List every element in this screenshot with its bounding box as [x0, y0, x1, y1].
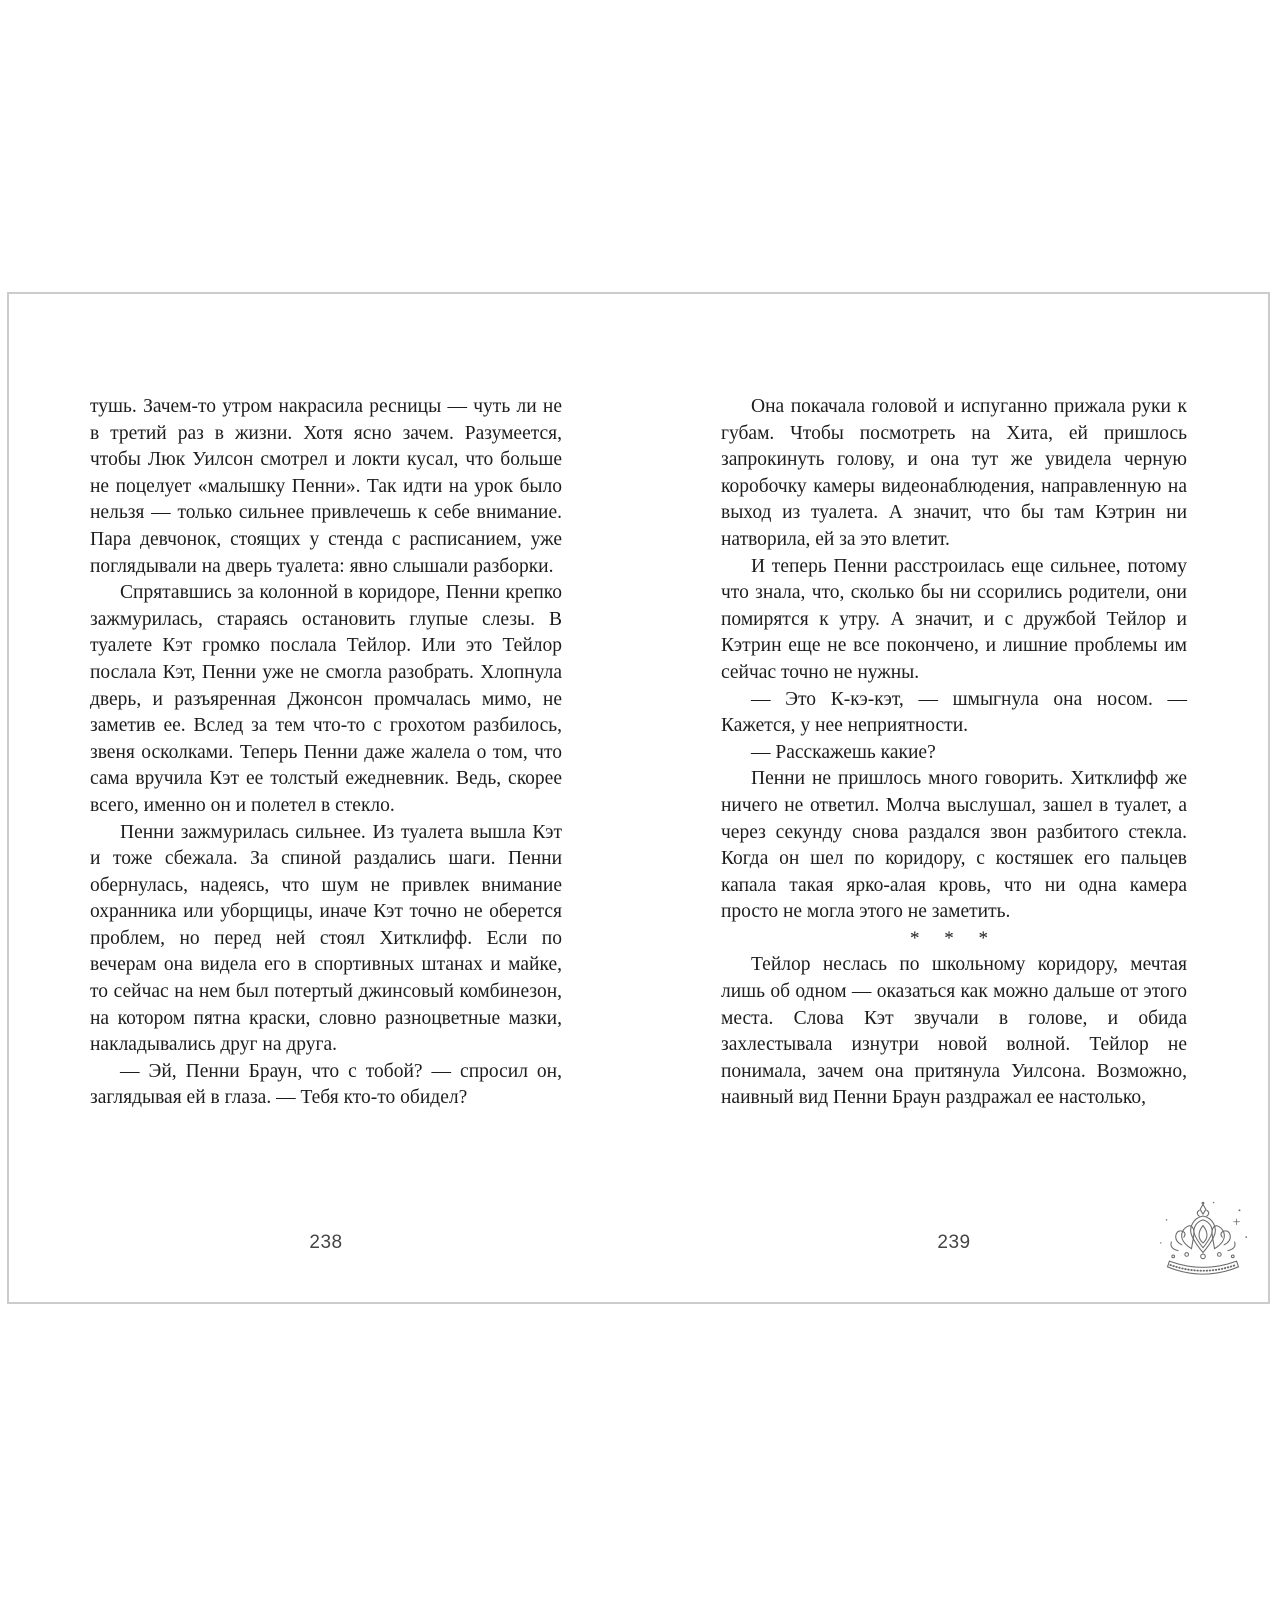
tiara-icon — [1155, 1200, 1251, 1282]
paragraph: Она покачала головой и испуганно прижала руки к губам. Чтобы посмотреть на Хита, ей пришлось запрокинуть голову, и она тут же увидела черную коробочку камеры видеонаблюдения, направленную на выход из туалета. А значит, что бы там Кэтрин ни натворила, ей за это влетит. — [721, 396, 1187, 550]
paragraph: И теперь Пенни расстроилась еще сильнее, потому что знала, что, сколько бы ни ссорились родители, они помирятся к утру. А значит, и с дружбой Тейлор и Кэтрин еще не все покончено, и лишние проблемы им сейчас точно не нужны. — [721, 555, 1187, 683]
right-page-text — [721, 394, 1187, 1112]
paragraph: — Эй, Пенни Браун, что с тобой? — спросил он, заглядывая ей в глаза. — Тебя кто-то обидел? — [90, 1060, 562, 1109]
paragraph: Пенни зажмурилась сильнее. Из туалета вышла Кэт и тоже сбежала. За спиной раздались шаги. Пенни обернулась, надеясь, что шум не привлек внимание охранника или уборщицы, иначе Кэт точно не оберется проблем, но перед ней стоял Хитклифф. Если по вечерам она видела его в спортивных штанах и майке, то сейчас на нем был потертый джинсовый комбинезон, на котором пятна краски, словно разноцветные мазки, накладывались друг на друга. — [90, 821, 562, 1056]
paragraph: — Это К-кэ-кэт, — шмыгнула она носом. — Кажется, у нее неприятности. — [721, 688, 1187, 737]
paragraph: Тейлор неслась по школьному коридору, мечтая лишь об одном — оказаться как можно дальше от этого места. Слова Кэт звучали в голове, и обида захлестывала изнутри новой волной. Тейлор не понимала, зачем она притянула Уилсона. Возможно, наивный вид Пенни Браун раздражал ее настолько, — [721, 954, 1187, 1109]
page-number-right: 239 — [937, 1232, 971, 1253]
section-separator: * * * — [910, 927, 998, 949]
page-number-left: 238 — [309, 1232, 343, 1253]
paragraph: Пенни не пришлось много говорить. Хитклифф же ничего не ответил. Молча выслушал, зашел в туалет, а через секунду снова раздался звон разбитого стекла. Когда он шел по коридору, с костяшек его пальцев капала такая ярко-алая кровь, что ни одна камера просто не могла этого не заметить. — [721, 768, 1187, 923]
paragraph: Спрятавшись за колонной в коридоре, Пенни крепко зажмурилась, стараясь остановить глупые слезы. В туалете Кэт громко послала Тейлор. Или это Тейлор послала Кэт, Пенни уже не смогла разобрать. Хлопнула дверь, и разъяренная Джонсон промчалась мимо, не заметив ее. Вслед за тем что-то с грохотом разбилось, звеня осколками. Теперь Пенни даже жалела о том, что сама вручила Кэт ее толстый ежедневник. Ведь, скорее всего, именно он и полетел в стекло. — [90, 582, 562, 816]
paragraph: — Расскажешь какие? — [751, 741, 936, 763]
left-page-text — [90, 394, 562, 1112]
paragraph: тушь. Зачем-то утром накрасила ресницы — чуть ли не в третий раз в жизни. Хотя ясно зачем. Разумеется, чтобы Люк Уилсон смотрел и локти кусал, что больше не поцелует «малышку Пенни». Так идти на урок было нельзя — только сильнее привлечешь к себе внимание. Пара девчонок, стоящих у стенда с расписанием, уже поглядывали на дверь туалета: явно слышали разборки. — [90, 396, 562, 577]
book-spread — [7, 292, 1270, 1304]
